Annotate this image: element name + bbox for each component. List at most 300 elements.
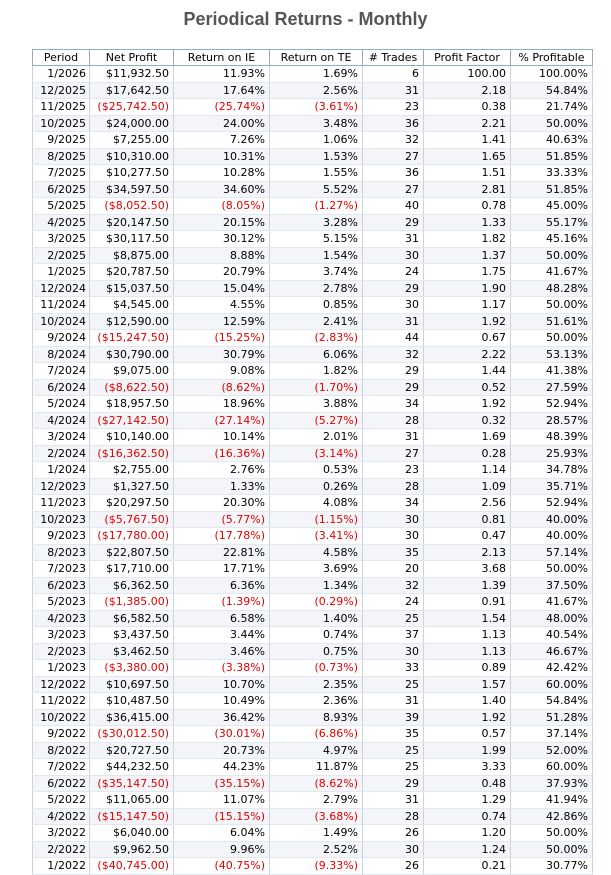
return-on-te-cell: 2.56%: [270, 82, 363, 99]
return-on-ie-cell: 18.96%: [174, 396, 270, 413]
profit-factor-cell: 1.54: [424, 610, 511, 627]
period-cell: 7/2024: [33, 363, 90, 380]
profit-factor-cell: 2.18: [424, 82, 511, 99]
table-row: [33, 643, 593, 660]
net-profit-cell: $10,277.50: [90, 165, 174, 182]
column-header-period[interactable]: Period: [33, 50, 90, 66]
percent-profitable-cell: 45.16%: [511, 231, 593, 248]
trades-cell: 28: [363, 808, 424, 825]
percent-profitable-cell: 41.67%: [511, 594, 593, 611]
net-profit-cell: ($1,385.00): [90, 594, 174, 611]
trades-cell: 6: [363, 66, 424, 83]
return-on-te-cell: 1.55%: [270, 165, 363, 182]
profit-factor-cell: 0.21: [424, 858, 511, 875]
percent-profitable-cell: 53.13%: [511, 346, 593, 363]
net-profit-cell: $22,807.50: [90, 544, 174, 561]
return-on-te-cell: 4.08%: [270, 495, 363, 512]
return-on-te-cell: 11.87%: [270, 759, 363, 776]
net-profit-cell: ($35,147.50): [90, 775, 174, 792]
return-on-ie-cell: 17.71%: [174, 561, 270, 578]
percent-profitable-cell: 25.93%: [511, 445, 593, 462]
percent-profitable-cell: 50.00%: [511, 561, 593, 578]
period-cell: 4/2023: [33, 610, 90, 627]
periodical-returns-table: [32, 49, 593, 875]
net-profit-cell: $11,932.50: [90, 66, 174, 83]
column-header-trades[interactable]: # Trades: [363, 50, 424, 66]
table-row: [33, 231, 593, 248]
return-on-ie-cell: (25.74%): [174, 99, 270, 116]
return-on-te-cell: (1.27%): [270, 198, 363, 215]
period-cell: 10/2024: [33, 313, 90, 330]
header-row: [33, 50, 593, 66]
trades-cell: 20: [363, 561, 424, 578]
trades-cell: 25: [363, 759, 424, 776]
trades-cell: 36: [363, 165, 424, 182]
net-profit-cell: ($15,147.50): [90, 808, 174, 825]
profit-factor-cell: 100.00: [424, 66, 511, 83]
period-cell: 6/2025: [33, 181, 90, 198]
profit-factor-cell: 1.13: [424, 627, 511, 644]
period-cell: 7/2025: [33, 165, 90, 182]
table-row: [33, 82, 593, 99]
return-on-ie-cell: 20.73%: [174, 742, 270, 759]
table-row: [33, 247, 593, 264]
table-row: [33, 132, 593, 149]
return-on-te-cell: (3.14%): [270, 445, 363, 462]
return-on-te-cell: 0.74%: [270, 627, 363, 644]
table-row: [33, 181, 593, 198]
return-on-ie-cell: 2.76%: [174, 462, 270, 479]
table-row: [33, 412, 593, 429]
net-profit-cell: ($27,142.50): [90, 412, 174, 429]
period-cell: 10/2025: [33, 115, 90, 132]
net-profit-cell: $18,957.50: [90, 396, 174, 413]
percent-profitable-cell: 54.84%: [511, 693, 593, 710]
return-on-ie-cell: 10.70%: [174, 676, 270, 693]
return-on-ie-cell: 4.55%: [174, 297, 270, 314]
percent-profitable-cell: 52.94%: [511, 495, 593, 512]
column-header-return-on-te[interactable]: Return on TE: [270, 50, 363, 66]
table-row: [33, 346, 593, 363]
profit-factor-cell: 0.28: [424, 445, 511, 462]
profit-factor-cell: 3.68: [424, 561, 511, 578]
return-on-ie-cell: 9.08%: [174, 363, 270, 380]
table-row: [33, 693, 593, 710]
return-on-ie-cell: 15.04%: [174, 280, 270, 297]
table-row: [33, 709, 593, 726]
percent-profitable-cell: 51.28%: [511, 709, 593, 726]
return-on-te-cell: 2.41%: [270, 313, 363, 330]
trades-cell: 32: [363, 132, 424, 149]
net-profit-cell: $30,790.00: [90, 346, 174, 363]
trades-cell: 24: [363, 594, 424, 611]
table-row: [33, 627, 593, 644]
period-cell: 4/2025: [33, 214, 90, 231]
net-profit-cell: $36,415.00: [90, 709, 174, 726]
return-on-ie-cell: (30.01%): [174, 726, 270, 743]
return-on-te-cell: 1.54%: [270, 247, 363, 264]
column-header-percent-profitable[interactable]: % Profitable: [511, 50, 593, 66]
net-profit-cell: ($5,767.50): [90, 511, 174, 528]
return-on-te-cell: 2.52%: [270, 841, 363, 858]
percent-profitable-cell: 48.28%: [511, 280, 593, 297]
table-row: [33, 577, 593, 594]
table-row: [33, 396, 593, 413]
return-on-ie-cell: (8.05%): [174, 198, 270, 215]
trades-cell: 24: [363, 264, 424, 281]
trades-cell: 23: [363, 99, 424, 116]
period-cell: 5/2025: [33, 198, 90, 215]
table-row: [33, 792, 593, 809]
trades-cell: 40: [363, 198, 424, 215]
period-cell: 1/2022: [33, 858, 90, 875]
percent-profitable-cell: 52.00%: [511, 742, 593, 759]
return-on-te-cell: 3.88%: [270, 396, 363, 413]
return-on-ie-cell: 30.12%: [174, 231, 270, 248]
period-cell: 1/2025: [33, 264, 90, 281]
percent-profitable-cell: 51.85%: [511, 148, 593, 165]
profit-factor-cell: 1.14: [424, 462, 511, 479]
profit-factor-cell: 0.48: [424, 775, 511, 792]
profit-factor-cell: 1.40: [424, 693, 511, 710]
percent-profitable-cell: 46.67%: [511, 643, 593, 660]
return-on-ie-cell: 8.88%: [174, 247, 270, 264]
return-on-te-cell: 0.53%: [270, 462, 363, 479]
period-cell: 7/2022: [33, 759, 90, 776]
net-profit-cell: $20,147.50: [90, 214, 174, 231]
table-row: [33, 363, 593, 380]
percent-profitable-cell: 40.63%: [511, 132, 593, 149]
profit-factor-cell: 0.81: [424, 511, 511, 528]
percent-profitable-cell: 40.00%: [511, 511, 593, 528]
return-on-te-cell: (0.73%): [270, 660, 363, 677]
profit-factor-cell: 0.38: [424, 99, 511, 116]
return-on-te-cell: (2.83%): [270, 330, 363, 347]
net-profit-cell: $30,117.50: [90, 231, 174, 248]
return-on-ie-cell: 34.60%: [174, 181, 270, 198]
profit-factor-cell: 1.99: [424, 742, 511, 759]
profit-factor-cell: 1.24: [424, 841, 511, 858]
return-on-te-cell: (5.27%): [270, 412, 363, 429]
net-profit-cell: ($15,247.50): [90, 330, 174, 347]
net-profit-cell: $11,065.00: [90, 792, 174, 809]
table-row: [33, 165, 593, 182]
trades-cell: 27: [363, 148, 424, 165]
return-on-te-cell: 2.01%: [270, 429, 363, 446]
trades-cell: 31: [363, 792, 424, 809]
period-cell: 12/2023: [33, 478, 90, 495]
net-profit-cell: $3,462.50: [90, 643, 174, 660]
period-cell: 3/2023: [33, 627, 90, 644]
percent-profitable-cell: 33.33%: [511, 165, 593, 182]
profit-factor-cell: 1.51: [424, 165, 511, 182]
percent-profitable-cell: 42.86%: [511, 808, 593, 825]
return-on-ie-cell: (5.77%): [174, 511, 270, 528]
trades-cell: 34: [363, 495, 424, 512]
return-on-te-cell: (3.61%): [270, 99, 363, 116]
period-cell: 3/2022: [33, 825, 90, 842]
profit-factor-cell: 0.47: [424, 528, 511, 545]
return-on-te-cell: 6.06%: [270, 346, 363, 363]
percent-profitable-cell: 50.00%: [511, 297, 593, 314]
period-cell: 9/2025: [33, 132, 90, 149]
return-on-ie-cell: (15.25%): [174, 330, 270, 347]
return-on-ie-cell: 9.96%: [174, 841, 270, 858]
return-on-te-cell: 1.06%: [270, 132, 363, 149]
return-on-ie-cell: (8.62%): [174, 379, 270, 396]
profit-factor-cell: 0.52: [424, 379, 511, 396]
column-header-net-profit[interactable]: Net Profit: [90, 50, 174, 66]
return-on-te-cell: 2.79%: [270, 792, 363, 809]
table-row: [33, 726, 593, 743]
period-cell: 8/2022: [33, 742, 90, 759]
percent-profitable-cell: 37.93%: [511, 775, 593, 792]
table-header: [33, 50, 593, 66]
trades-cell: 35: [363, 544, 424, 561]
return-on-ie-cell: 20.30%: [174, 495, 270, 512]
net-profit-cell: $12,590.00: [90, 313, 174, 330]
net-profit-cell: $17,642.50: [90, 82, 174, 99]
return-on-te-cell: 1.69%: [270, 66, 363, 83]
net-profit-cell: $20,297.50: [90, 495, 174, 512]
return-on-te-cell: 5.52%: [270, 181, 363, 198]
return-on-ie-cell: 30.79%: [174, 346, 270, 363]
percent-profitable-cell: 41.38%: [511, 363, 593, 380]
return-on-ie-cell: 6.04%: [174, 825, 270, 842]
table-row: [33, 313, 593, 330]
trades-cell: 30: [363, 643, 424, 660]
return-on-ie-cell: 44.23%: [174, 759, 270, 776]
trades-cell: 27: [363, 181, 424, 198]
return-on-te-cell: 1.53%: [270, 148, 363, 165]
net-profit-cell: ($40,745.00): [90, 858, 174, 875]
percent-profitable-cell: 51.85%: [511, 181, 593, 198]
percent-profitable-cell: 50.00%: [511, 115, 593, 132]
period-cell: 3/2025: [33, 231, 90, 248]
percent-profitable-cell: 42.42%: [511, 660, 593, 677]
period-cell: 11/2024: [33, 297, 90, 314]
return-on-ie-cell: 36.42%: [174, 709, 270, 726]
profit-factor-cell: 2.21: [424, 115, 511, 132]
period-cell: 11/2023: [33, 495, 90, 512]
profit-factor-cell: 1.90: [424, 280, 511, 297]
period-cell: 12/2022: [33, 676, 90, 693]
profit-factor-cell: 1.37: [424, 247, 511, 264]
table-row: [33, 214, 593, 231]
return-on-ie-cell: 20.15%: [174, 214, 270, 231]
period-cell: 9/2022: [33, 726, 90, 743]
profit-factor-cell: 1.09: [424, 478, 511, 495]
trades-cell: 25: [363, 742, 424, 759]
net-profit-cell: $4,545.00: [90, 297, 174, 314]
period-cell: 5/2024: [33, 396, 90, 413]
table-row: [33, 280, 593, 297]
trades-cell: 34: [363, 396, 424, 413]
table-row: [33, 379, 593, 396]
profit-factor-cell: 0.67: [424, 330, 511, 347]
return-on-ie-cell: 20.79%: [174, 264, 270, 281]
trades-cell: 31: [363, 231, 424, 248]
return-on-ie-cell: 10.14%: [174, 429, 270, 446]
profit-factor-cell: 2.13: [424, 544, 511, 561]
percent-profitable-cell: 60.00%: [511, 759, 593, 776]
profit-factor-cell: 1.69: [424, 429, 511, 446]
profit-factor-cell: 1.20: [424, 825, 511, 842]
table-row: [33, 115, 593, 132]
return-on-ie-cell: 6.36%: [174, 577, 270, 594]
period-cell: 3/2024: [33, 429, 90, 446]
period-cell: 1/2023: [33, 660, 90, 677]
column-header-return-on-ie[interactable]: Return on IE: [174, 50, 270, 66]
table-row: [33, 561, 593, 578]
period-cell: 1/2024: [33, 462, 90, 479]
trades-cell: 29: [363, 363, 424, 380]
return-on-te-cell: 8.93%: [270, 709, 363, 726]
return-on-te-cell: (1.70%): [270, 379, 363, 396]
return-on-ie-cell: 3.44%: [174, 627, 270, 644]
table-row: [33, 445, 593, 462]
return-on-ie-cell: 3.46%: [174, 643, 270, 660]
period-cell: 4/2022: [33, 808, 90, 825]
period-cell: 10/2022: [33, 709, 90, 726]
trades-cell: 36: [363, 115, 424, 132]
period-cell: 5/2022: [33, 792, 90, 809]
net-profit-cell: ($3,380.00): [90, 660, 174, 677]
table-row: [33, 808, 593, 825]
page-title: Periodical Returns - Monthly: [183, 9, 428, 29]
trades-cell: 39: [363, 709, 424, 726]
period-cell: 12/2024: [33, 280, 90, 297]
period-cell: 6/2022: [33, 775, 90, 792]
profit-factor-cell: 1.92: [424, 396, 511, 413]
profit-factor-cell: 1.57: [424, 676, 511, 693]
table-row: [33, 198, 593, 215]
return-on-ie-cell: 10.28%: [174, 165, 270, 182]
percent-profitable-cell: 27.59%: [511, 379, 593, 396]
column-header-profit-factor[interactable]: Profit Factor: [424, 50, 511, 66]
profit-factor-cell: 0.74: [424, 808, 511, 825]
percent-profitable-cell: 41.94%: [511, 792, 593, 809]
net-profit-cell: $10,310.00: [90, 148, 174, 165]
return-on-te-cell: 3.69%: [270, 561, 363, 578]
return-on-ie-cell: (15.15%): [174, 808, 270, 825]
period-cell: 2/2025: [33, 247, 90, 264]
profit-factor-cell: 1.39: [424, 577, 511, 594]
trades-cell: 33: [363, 660, 424, 677]
table-row: [33, 66, 593, 83]
percent-profitable-cell: 48.39%: [511, 429, 593, 446]
table-row: [33, 297, 593, 314]
net-profit-cell: $15,037.50: [90, 280, 174, 297]
profit-factor-cell: 1.92: [424, 709, 511, 726]
trades-cell: 23: [363, 462, 424, 479]
trades-cell: 27: [363, 445, 424, 462]
profit-factor-cell: 1.13: [424, 643, 511, 660]
period-cell: 9/2024: [33, 330, 90, 347]
table-row: [33, 825, 593, 842]
net-profit-cell: ($8,622.50): [90, 379, 174, 396]
trades-cell: 29: [363, 280, 424, 297]
net-profit-cell: $8,875.00: [90, 247, 174, 264]
table-row: [33, 676, 593, 693]
profit-factor-cell: 2.56: [424, 495, 511, 512]
table-row: [33, 660, 593, 677]
return-on-ie-cell: (3.38%): [174, 660, 270, 677]
trades-cell: 28: [363, 478, 424, 495]
trades-cell: 26: [363, 825, 424, 842]
return-on-ie-cell: 10.49%: [174, 693, 270, 710]
trades-cell: 37: [363, 627, 424, 644]
table-row: [33, 495, 593, 512]
table-row: [33, 462, 593, 479]
percent-profitable-cell: 45.00%: [511, 198, 593, 215]
trades-cell: 29: [363, 775, 424, 792]
percent-profitable-cell: 55.17%: [511, 214, 593, 231]
return-on-ie-cell: (27.14%): [174, 412, 270, 429]
profit-factor-cell: 0.89: [424, 660, 511, 677]
percent-profitable-cell: 51.61%: [511, 313, 593, 330]
trades-cell: 44: [363, 330, 424, 347]
percent-profitable-cell: 34.78%: [511, 462, 593, 479]
period-cell: 4/2024: [33, 412, 90, 429]
percent-profitable-cell: 50.00%: [511, 841, 593, 858]
percent-profitable-cell: 40.00%: [511, 528, 593, 545]
return-on-ie-cell: 7.26%: [174, 132, 270, 149]
period-cell: 5/2023: [33, 594, 90, 611]
percent-profitable-cell: 21.74%: [511, 99, 593, 116]
return-on-ie-cell: (17.78%): [174, 528, 270, 545]
net-profit-cell: $2,755.00: [90, 462, 174, 479]
return-on-te-cell: 1.82%: [270, 363, 363, 380]
trades-cell: 30: [363, 528, 424, 545]
table-row: [33, 511, 593, 528]
period-cell: 8/2023: [33, 544, 90, 561]
trades-cell: 30: [363, 841, 424, 858]
return-on-ie-cell: 10.31%: [174, 148, 270, 165]
period-cell: 6/2024: [33, 379, 90, 396]
profit-factor-cell: 1.75: [424, 264, 511, 281]
table-row: [33, 478, 593, 495]
return-on-te-cell: 2.35%: [270, 676, 363, 693]
percent-profitable-cell: 37.50%: [511, 577, 593, 594]
profit-factor-cell: 1.65: [424, 148, 511, 165]
percent-profitable-cell: 52.94%: [511, 396, 593, 413]
net-profit-cell: $6,362.50: [90, 577, 174, 594]
trades-cell: 30: [363, 511, 424, 528]
percent-profitable-cell: 48.00%: [511, 610, 593, 627]
profit-factor-cell: 0.57: [424, 726, 511, 743]
net-profit-cell: $44,232.50: [90, 759, 174, 776]
net-profit-cell: $3,437.50: [90, 627, 174, 644]
trades-cell: 29: [363, 214, 424, 231]
return-on-ie-cell: 6.58%: [174, 610, 270, 627]
period-cell: 2/2023: [33, 643, 90, 660]
net-profit-cell: ($25,742.50): [90, 99, 174, 116]
percent-profitable-cell: 37.14%: [511, 726, 593, 743]
table-row: [33, 858, 593, 875]
percent-profitable-cell: 50.00%: [511, 247, 593, 264]
net-profit-cell: $24,000.00: [90, 115, 174, 132]
net-profit-cell: ($8,052.50): [90, 198, 174, 215]
period-cell: 6/2023: [33, 577, 90, 594]
percent-profitable-cell: 40.54%: [511, 627, 593, 644]
net-profit-cell: $9,075.00: [90, 363, 174, 380]
table-row: [33, 775, 593, 792]
return-on-ie-cell: (1.39%): [174, 594, 270, 611]
net-profit-cell: $7,255.00: [90, 132, 174, 149]
period-cell: 10/2023: [33, 511, 90, 528]
period-cell: 12/2025: [33, 82, 90, 99]
